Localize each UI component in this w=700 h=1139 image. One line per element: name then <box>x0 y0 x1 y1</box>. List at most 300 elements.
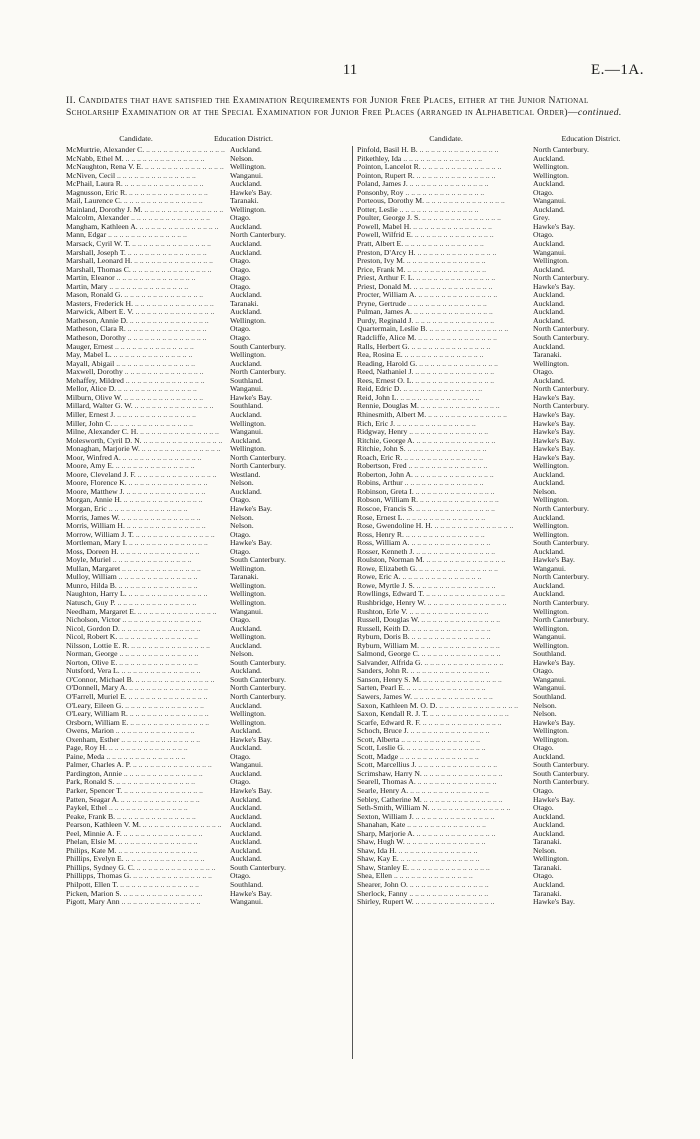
education-district: Wanganui. <box>230 171 263 180</box>
education-district: North Canterbury. <box>230 693 286 701</box>
candidate-row <box>66 317 348 326</box>
candidate-name: Scott, Madge .. .. <box>357 753 533 762</box>
candidate-name: Priest, Arthur F. L. .. .. <box>357 274 533 283</box>
candidate-row <box>66 890 348 899</box>
candidate-row <box>357 385 647 394</box>
education-district: Westland. <box>230 470 261 479</box>
candidate-name: McPhail, Laura R. .. .. <box>66 180 230 189</box>
education-district: Auckland. <box>533 291 565 300</box>
candidate-row <box>357 881 647 890</box>
candidate-name: Philips, Kate M. .. .. <box>66 847 230 856</box>
candidate-row <box>357 206 647 215</box>
education-district: Wellington. <box>533 530 569 539</box>
candidate-name: Saxon, Kathleen M. O. D. .. .. <box>357 702 533 711</box>
candidate-name: McNabb, Ethel M. .. .. <box>66 155 230 164</box>
education-district: North Canterbury. <box>230 462 286 471</box>
candidate-row <box>66 855 348 864</box>
candidate-row <box>66 197 348 206</box>
education-district: Taranaki. <box>533 838 562 847</box>
education-district: Hawke's Bay. <box>533 445 575 454</box>
education-district: Nelson. <box>533 710 557 719</box>
education-district: Auckland. <box>533 479 565 488</box>
candidate-name: Maxwell, Dorothy .. .. <box>66 368 230 377</box>
candidate-row <box>66 531 348 540</box>
education-district: Taranaki. <box>230 197 259 206</box>
candidate-row <box>66 778 348 787</box>
education-district: Wanganui. <box>533 675 566 684</box>
district-header: Education District. <box>214 134 273 143</box>
candidate-row <box>357 437 647 446</box>
candidate-row <box>357 428 647 437</box>
candidate-row <box>357 146 647 155</box>
candidate-row <box>357 223 647 232</box>
education-district: Otago. <box>230 274 251 283</box>
candidate-row <box>357 317 647 326</box>
candidate-row <box>66 642 348 651</box>
candidate-name: Roscoe, Francis S. .. .. <box>357 505 533 514</box>
candidate-name: Orsborn, William E. .. .. <box>66 719 230 728</box>
education-district: South Canterbury. <box>230 342 286 351</box>
candidate-name: Powell, Mabel H. .. .. <box>357 223 533 232</box>
candidate-name: Sebley, Catherine M. .. .. <box>357 796 533 805</box>
candidate-row <box>357 334 647 343</box>
candidate-row <box>66 360 348 369</box>
candidate-name: Mauger, Ernest .. .. <box>66 343 230 352</box>
education-district: Southland. <box>230 402 264 411</box>
candidate-row <box>357 855 647 864</box>
education-district: North Canterbury. <box>230 231 286 240</box>
education-district: Auckland. <box>533 470 565 479</box>
candidate-row <box>357 505 647 514</box>
candidate-name: Mellor, Alice D. .. .. <box>66 385 230 394</box>
education-district: Wellington. <box>230 316 266 325</box>
education-district: Auckland. <box>230 487 262 496</box>
candidate-row <box>357 488 647 497</box>
candidate-name: O'Leary, Eileen G. .. .. <box>66 702 230 711</box>
education-district: Hawke's Bay. <box>230 188 272 197</box>
education-district: Otago. <box>533 872 554 881</box>
candidate-row <box>357 496 647 505</box>
candidate-row <box>66 231 348 240</box>
candidate-row <box>66 761 348 770</box>
candidate-row <box>66 693 348 702</box>
education-district: Auckland. <box>533 829 565 838</box>
candidate-row <box>66 565 348 574</box>
candidate-name: McNiven, Cecil .. .. <box>66 172 230 181</box>
candidate-row <box>357 736 647 745</box>
candidate-name: Priest, Donald M. .. .. <box>357 283 533 292</box>
candidate-name: Matheson, Clara R. .. .. <box>66 325 230 334</box>
candidate-row <box>66 189 348 198</box>
candidate-name: Shearer, John O. .. .. <box>357 881 533 890</box>
education-district: Hawke's Bay. <box>533 282 575 291</box>
education-district: Auckland. <box>230 829 262 838</box>
candidate-name: Shea, Ellen .. .. <box>357 872 533 881</box>
candidate-name: Price, Frank M. .. .. <box>357 266 533 275</box>
education-district: Auckland. <box>230 701 262 710</box>
candidate-name: Milne, Alexander C. H. .. .. <box>66 428 230 437</box>
education-district: Nelson. <box>533 701 557 710</box>
candidate-name: Oxenham, Esther .. .. <box>66 736 230 745</box>
education-district: Hawke's Bay. <box>533 410 575 419</box>
candidate-name: McNaughton, Rena V. E. .. .. <box>66 163 230 172</box>
candidate-name: Phillips, Evelyn E. .. .. <box>66 855 230 864</box>
candidate-name: Robson, William R. .. .. <box>357 496 533 505</box>
candidate-name: Rowe, Elizabeth G. .. .. <box>357 565 533 574</box>
candidate-row <box>66 206 348 215</box>
education-district: Auckland. <box>230 308 262 317</box>
candidate-name: Marshall, Thomas C. .. .. <box>66 266 230 275</box>
education-district: Hawke's Bay. <box>533 453 575 462</box>
education-district: Wellington. <box>230 718 266 727</box>
candidate-row <box>66 770 348 779</box>
education-district: Wellington. <box>533 522 569 531</box>
candidate-name: Reid, Edric D. .. .. <box>357 385 533 394</box>
candidate-row <box>66 522 348 531</box>
education-district: North Canterbury. <box>230 453 286 462</box>
candidate-name: Page, Roy H. .. .. <box>66 744 230 753</box>
candidate-name: Rich, Eric J. .. .. <box>357 420 533 429</box>
candidate-name: Scott, Alberta .. .. <box>357 736 533 745</box>
candidate-row <box>66 445 348 454</box>
education-district: Auckland. <box>230 240 262 249</box>
candidate-name: Reading, Harold G. .. .. <box>357 360 533 369</box>
education-district: Hawke's Bay. <box>533 898 575 907</box>
education-district: Wellington. <box>230 633 266 642</box>
candidate-name: Sanson, Henry S. M. .. .. <box>357 676 533 685</box>
candidate-name: Shirley, Rupert W. .. .. <box>357 898 533 907</box>
education-district: Auckland. <box>230 359 262 368</box>
candidate-name: Naughton, Harry L. .. .. <box>66 590 230 599</box>
education-district: Grey. <box>533 214 550 223</box>
education-district: Otago. <box>230 752 251 761</box>
education-district: Auckland. <box>533 812 565 821</box>
education-district: South Canterbury. <box>533 769 589 778</box>
education-district: Auckland. <box>230 727 262 736</box>
candidate-row <box>66 163 348 172</box>
candidate-name: Parker, Spencer T. .. .. <box>66 787 230 796</box>
candidate-row <box>66 223 348 232</box>
candidate-row <box>66 385 348 394</box>
candidate-row <box>66 420 348 429</box>
education-district: Wellington. <box>230 205 266 214</box>
education-district: Hawke's Bay. <box>230 787 272 796</box>
candidate-row <box>66 556 348 565</box>
candidate-row <box>357 556 647 565</box>
education-district: Auckland. <box>230 146 262 154</box>
candidate-row <box>357 197 647 206</box>
education-district: South Canterbury. <box>230 556 286 565</box>
candidate-name: Russell, Keith D. .. .. <box>357 625 533 634</box>
candidate-name: Sawers, James W. .. .. <box>357 693 533 702</box>
candidate-row <box>357 240 647 249</box>
candidate-name: Phillips, Sydney G. C. .. .. <box>66 864 230 873</box>
candidate-row <box>66 727 348 736</box>
candidate-name: Philpott, Ellen T. .. .. <box>66 881 230 890</box>
education-district: Otago. <box>230 872 251 881</box>
candidate-row <box>357 249 647 258</box>
candidate-name: Radcliffe, Alice M. .. .. <box>357 334 533 343</box>
candidate-row <box>66 796 348 805</box>
education-district: North Canterbury. <box>533 616 589 625</box>
candidate-row <box>357 872 647 881</box>
candidate-name: Pitkethley, Ida .. .. <box>357 155 533 164</box>
candidate-row <box>66 454 348 463</box>
education-district: Wellington. <box>533 163 569 172</box>
education-district: North Canterbury. <box>533 504 589 513</box>
candidate-name: Morrow, William J. T. .. .. <box>66 531 230 540</box>
candidate-row <box>357 573 647 582</box>
candidate-name: Needham, Margaret E. .. .. <box>66 608 230 617</box>
right-candidate-list <box>357 146 647 907</box>
education-district: Auckland. <box>230 838 262 847</box>
education-district: Auckland. <box>230 667 262 676</box>
candidate-name: Rea, Rosina E. .. .. <box>357 351 533 360</box>
candidate-row <box>357 214 647 223</box>
candidate-name: Pulman, James A. .. .. <box>357 308 533 317</box>
candidate-name: Poulter, George J. S. .. .. <box>357 214 533 223</box>
education-district: Nelson. <box>533 846 557 855</box>
education-district: Hawke's Bay. <box>533 436 575 445</box>
candidate-name: Salmond, George C. .. .. <box>357 650 533 659</box>
candidate-row <box>66 505 348 514</box>
candidate-name: Nicol, Gordon D. .. .. <box>66 625 230 634</box>
candidate-name: Pinfold, Basil H. B. .. .. <box>357 146 533 155</box>
education-district: Auckland. <box>230 855 262 864</box>
candidate-name: Park, Ronald S. .. .. <box>66 778 230 787</box>
education-district: Otago. <box>230 778 251 787</box>
candidate-name: Matheson, Annie D. .. .. <box>66 317 230 326</box>
candidate-name: Ross, William A. .. .. <box>357 539 533 548</box>
candidate-row <box>66 676 348 685</box>
candidate-row <box>66 402 348 411</box>
candidate-name: Sharp, Marjorie A. .. .. <box>357 830 533 839</box>
education-district: Wanganui. <box>533 633 566 642</box>
candidate-name: Potter, Leslie .. .. <box>357 206 533 215</box>
education-district: South Canterbury. <box>230 658 286 667</box>
candidate-name: Nilsson, Lottie E. R. .. .. <box>66 642 230 651</box>
candidate-row <box>357 719 647 728</box>
column-divider <box>352 146 353 1059</box>
candidate-name: Pearson, Kathleen V. M. .. .. <box>66 821 230 830</box>
education-district: Nelson. <box>533 487 557 496</box>
candidate-row <box>66 599 348 608</box>
candidate-row <box>66 343 348 352</box>
candidate-row <box>357 539 647 548</box>
candidate-row <box>357 454 647 463</box>
candidate-row <box>66 325 348 334</box>
candidate-row <box>357 180 647 189</box>
education-district: Wellington. <box>230 590 266 599</box>
candidate-name: Pratt, Albert E. .. .. <box>357 240 533 249</box>
education-district: Wanganui. <box>230 385 263 394</box>
candidate-name: Moss, Doreen H. .. .. <box>66 548 230 557</box>
education-district: Wellington. <box>533 624 569 633</box>
candidate-row <box>66 736 348 745</box>
education-district: North Canterbury. <box>533 573 589 582</box>
candidate-row <box>66 548 348 557</box>
candidate-row <box>66 428 348 437</box>
candidate-row <box>357 898 647 907</box>
candidate-row <box>66 240 348 249</box>
candidate-header: Candidate. <box>429 134 463 143</box>
education-district: Auckland. <box>533 308 565 317</box>
candidate-row <box>66 898 348 907</box>
candidate-name: Porteous, Dorothy M. .. .. <box>357 197 533 206</box>
education-district: Wellington. <box>533 462 569 471</box>
candidate-row <box>357 351 647 360</box>
candidate-name: Powell, Wilfrid E. .. .. <box>357 231 533 240</box>
candidate-row <box>66 488 348 497</box>
education-district: Hawke's Bay. <box>533 419 575 428</box>
candidate-name: Millard, Walter G. W. .. .. <box>66 402 230 411</box>
candidate-name: Preston, Ivy M. .. .. <box>357 257 533 266</box>
candidate-name: Shanahan, Kate .. .. <box>357 821 533 830</box>
candidate-name: Paykel, Ethel .. .. <box>66 804 230 813</box>
education-district: Auckland. <box>230 744 262 753</box>
education-district: North Canterbury. <box>533 778 589 787</box>
education-district: Otago. <box>533 744 554 753</box>
candidate-name: Marshall, Leonard H. .. .. <box>66 257 230 266</box>
candidate-row <box>66 616 348 625</box>
candidate-name: Norman, George .. .. <box>66 650 230 659</box>
education-district: Wellington. <box>533 607 569 616</box>
education-district: Wanganui. <box>230 761 263 770</box>
candidate-name: Reid, John L. .. .. <box>357 394 533 403</box>
candidate-name: Ryburn, William M. .. .. <box>357 642 533 651</box>
candidate-name: Ryburn, Doris B. .. .. <box>357 633 533 642</box>
education-district: South Canterbury. <box>533 539 589 548</box>
education-district: North Canterbury. <box>230 684 286 693</box>
candidate-row <box>66 787 348 796</box>
education-district: Auckland. <box>533 590 565 599</box>
candidate-row <box>66 719 348 728</box>
education-district: Hawke's Bay. <box>230 539 272 548</box>
candidate-name: Pigott, Mary Ann .. .. <box>66 898 230 907</box>
candidate-name: Shaw, Ida H. .. .. <box>357 847 533 856</box>
candidate-name: Rushbridge, Henry W. .. .. <box>357 599 533 608</box>
candidate-row <box>357 514 647 523</box>
candidate-name: Mail, Laurence C. .. .. <box>66 197 230 206</box>
education-district: Otago. <box>230 214 251 223</box>
candidate-name: Mangham, Kathleen A. .. .. <box>66 223 230 232</box>
candidate-row <box>357 684 647 693</box>
education-district: North Canterbury. <box>533 325 589 334</box>
candidate-row <box>66 702 348 711</box>
education-district: Wellington. <box>533 359 569 368</box>
candidate-row <box>357 625 647 634</box>
page-number: 11 <box>342 62 358 78</box>
left-candidate-list <box>66 146 348 907</box>
education-district: Taranaki. <box>533 351 562 360</box>
candidate-row <box>66 496 348 505</box>
candidate-row <box>66 308 348 317</box>
candidate-row <box>357 368 647 377</box>
education-district: Otago. <box>230 616 251 625</box>
education-district: Auckland. <box>230 804 262 813</box>
education-district: Hawke's Bay. <box>533 393 575 402</box>
candidate-name: Scarfe, Edward R. F. .. .. <box>357 719 533 728</box>
candidate-row <box>357 813 647 822</box>
education-district: Hawke's Bay. <box>230 735 272 744</box>
candidate-name: Ritchie, George A. .. .. <box>357 437 533 446</box>
candidate-name: Ritchie, John S. .. .. <box>357 445 533 454</box>
candidate-row <box>357 274 647 283</box>
candidate-name: Malcolm, Alexander .. .. <box>66 214 230 223</box>
candidate-row <box>357 667 647 676</box>
candidate-name: Searle, Henry A. .. .. <box>357 787 533 796</box>
candidate-row <box>357 522 647 531</box>
candidate-name: Scrimshaw, Harry N. .. .. <box>357 770 533 779</box>
education-district: North Canterbury. <box>533 146 589 154</box>
candidate-name: Milburn, Olive W. .. .. <box>66 394 230 403</box>
candidate-row <box>66 608 348 617</box>
candidate-name: O'Leary, William R. .. .. <box>66 710 230 719</box>
candidate-row <box>66 582 348 591</box>
candidate-row <box>66 351 348 360</box>
candidate-name: Munro, Hilda B. .. .. <box>66 582 230 591</box>
candidate-row <box>357 300 647 309</box>
candidate-row <box>357 343 647 352</box>
candidate-name: Moore, Cleveland J. F. .. .. <box>66 471 230 480</box>
education-district: Auckland. <box>230 769 262 778</box>
education-district: Wellington. <box>533 727 569 736</box>
candidate-row <box>66 172 348 181</box>
candidate-row <box>357 377 647 386</box>
education-district: Auckland. <box>230 222 262 231</box>
education-district: Auckland. <box>533 376 565 385</box>
education-district: Auckland. <box>533 513 565 522</box>
education-district: Auckland. <box>230 436 262 445</box>
left-column-header <box>66 133 348 146</box>
education-district: Hawke's Bay. <box>533 795 575 804</box>
candidate-name: Searell, Thomas A. .. .. <box>357 778 533 787</box>
candidate-name: Monaghan, Marjorie W. .. .. <box>66 445 230 454</box>
candidate-row <box>66 633 348 642</box>
candidate-row <box>357 830 647 839</box>
education-district: Wellington. <box>230 163 266 172</box>
right-column <box>357 133 647 907</box>
candidate-row <box>66 462 348 471</box>
candidate-name: Moore, Florence K. .. .. <box>66 479 230 488</box>
document-reference: E.—1A. <box>591 62 644 78</box>
candidate-name: Rees, Ernest O. L. .. .. <box>357 377 533 386</box>
candidate-name: Picken, Marion S. .. .. <box>66 890 230 899</box>
education-district: Wanganui. <box>230 428 263 437</box>
education-district: Nelson. <box>230 479 254 488</box>
candidate-row <box>357 479 647 488</box>
education-district: Wellington. <box>533 496 569 505</box>
education-district: Nelson. <box>230 522 254 531</box>
candidate-name: O'Connor, Michael B. .. .. <box>66 676 230 685</box>
candidate-name: Ponsonby, Roy .. .. <box>357 189 533 198</box>
candidate-row <box>66 146 348 155</box>
education-district: Auckland. <box>533 180 565 189</box>
candidate-row <box>66 881 348 890</box>
candidate-row <box>66 744 348 753</box>
education-district: Otago. <box>230 265 251 274</box>
candidate-row <box>357 445 647 454</box>
candidate-row <box>66 650 348 659</box>
education-district: Hawke's Bay. <box>230 393 272 402</box>
education-district: Otago. <box>230 282 251 291</box>
education-district: South Canterbury. <box>533 761 589 770</box>
candidate-row <box>357 163 647 172</box>
candidate-row <box>66 437 348 446</box>
candidate-row <box>66 180 348 189</box>
candidate-row <box>357 582 647 591</box>
candidate-name: Norton, Olive E. .. .. <box>66 659 230 668</box>
